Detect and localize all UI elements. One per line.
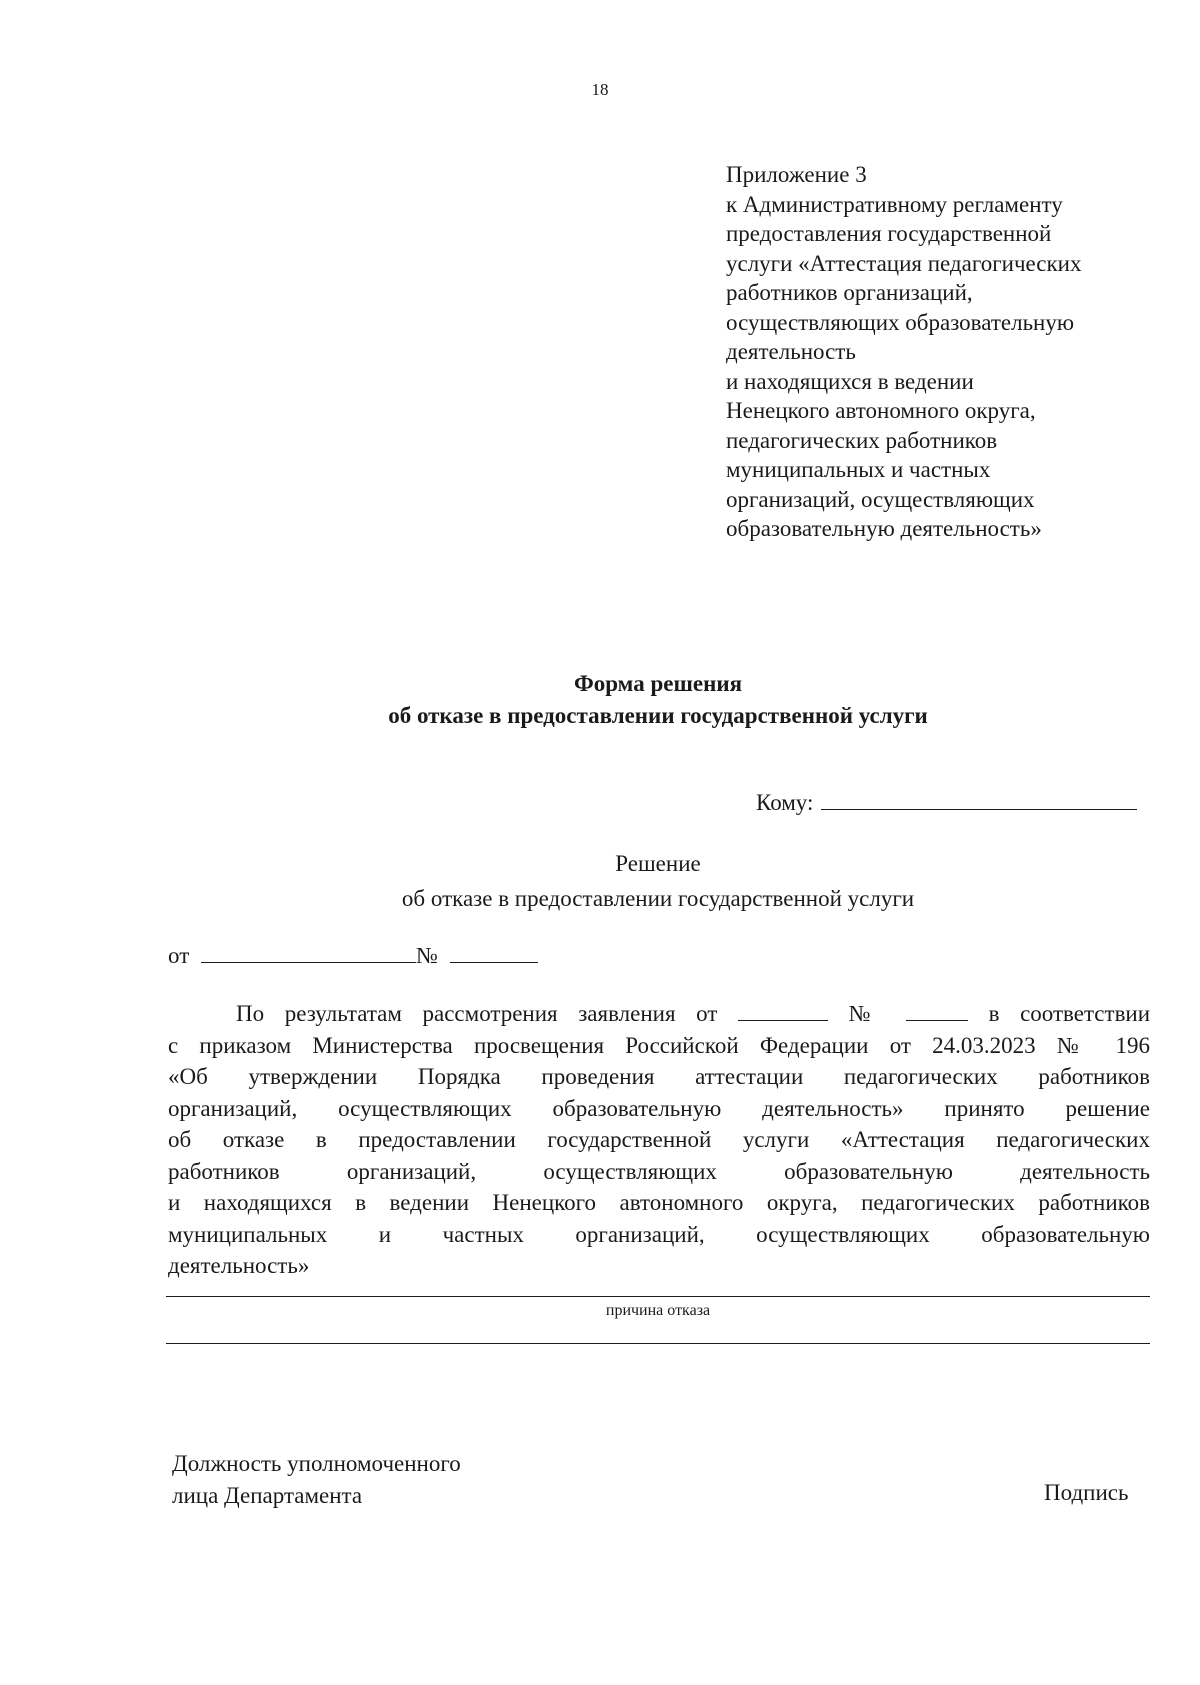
body-text-fragment: № (848, 1001, 886, 1026)
appendix-line: и находящихся в ведении (726, 368, 974, 394)
reason-blank-line[interactable] (166, 1296, 1150, 1297)
decision-title-line: Решение (615, 851, 701, 876)
form-title (0, 668, 1200, 732)
reason-blank-line[interactable] (166, 1343, 1150, 1344)
date-label: от (168, 943, 190, 968)
application-number-blank[interactable] (906, 1000, 968, 1021)
body-line: муниципальных и частных организаций, осуществляющих образовательную (168, 1221, 1150, 1247)
appendix-line: деятельность (726, 339, 856, 364)
appendix-line: к Административному регламенту (726, 191, 1063, 217)
form-title-line: об отказе в предоставлении государственной услуги (388, 703, 928, 728)
recipient-blank[interactable] (821, 787, 1137, 810)
appendix-line: предоставления государственной (726, 221, 1052, 246)
decision-body (168, 998, 1150, 1282)
body-line: «Об утверждении Порядка проведения аттестации педагогических работников (168, 1064, 1150, 1089)
decision-date-number-line (168, 940, 538, 969)
recipient-line (756, 787, 1137, 816)
number-blank[interactable] (450, 940, 538, 963)
appendix-line: услуги «Аттестация педагогических (726, 250, 1082, 276)
date-blank[interactable] (201, 940, 416, 963)
body-text-fragment: в соответствии (988, 1001, 1151, 1026)
body-line: организаций, осуществляющих образовательную деятельность» принято решение (168, 1095, 1150, 1121)
appendix-line: муниципальных и частных (726, 457, 991, 482)
form-title-line: Форма решения (573, 671, 743, 696)
appendix-line: педагогических работников (726, 427, 998, 453)
recipient-label: Кому: (756, 790, 814, 815)
appendix-line: образовательную деятельность» (726, 516, 1042, 541)
page-number: 18 (591, 80, 609, 99)
body-line: и находящихся в ведении Ненецкого автономного округа, педагогических работников (168, 1190, 1150, 1215)
number-sign: № (416, 943, 438, 968)
body-line: об отказе в предоставлении государственной услуги «Аттестация педагогических (168, 1127, 1150, 1152)
body-line (168, 998, 1150, 1030)
appendix-line: Приложение 3 (726, 162, 867, 187)
decision-title-line: об отказе в предоставлении государственной услуги (401, 886, 915, 911)
application-date-blank[interactable] (738, 1000, 828, 1021)
body-line: работников организаций, осуществляющих образовательную деятельность (168, 1158, 1150, 1184)
body-line: с приказом Министерства просвещения Российской Федерации от 24.03.2023 № 196 (168, 1032, 1150, 1058)
official-position (172, 1448, 461, 1512)
appendix-heading (726, 160, 1166, 544)
official-position-line: Должность уполномоченного (172, 1451, 461, 1476)
reason-caption: причина отказа (605, 1302, 711, 1319)
appendix-line: организаций, осуществляющих (726, 486, 1035, 512)
appendix-line: осуществляющих образовательную (726, 309, 1075, 335)
appendix-line: работников организаций, (726, 280, 973, 305)
official-position-line: лица Департамента (172, 1483, 363, 1508)
body-text-fragment: По результатам рассмотрения заявления от (236, 1001, 718, 1026)
appendix-line: Ненецкого автономного округа, (726, 398, 1036, 423)
decision-title (0, 846, 1200, 916)
body-line: деятельность» (168, 1253, 310, 1278)
signature-label: Подпись (1044, 1480, 1129, 1505)
